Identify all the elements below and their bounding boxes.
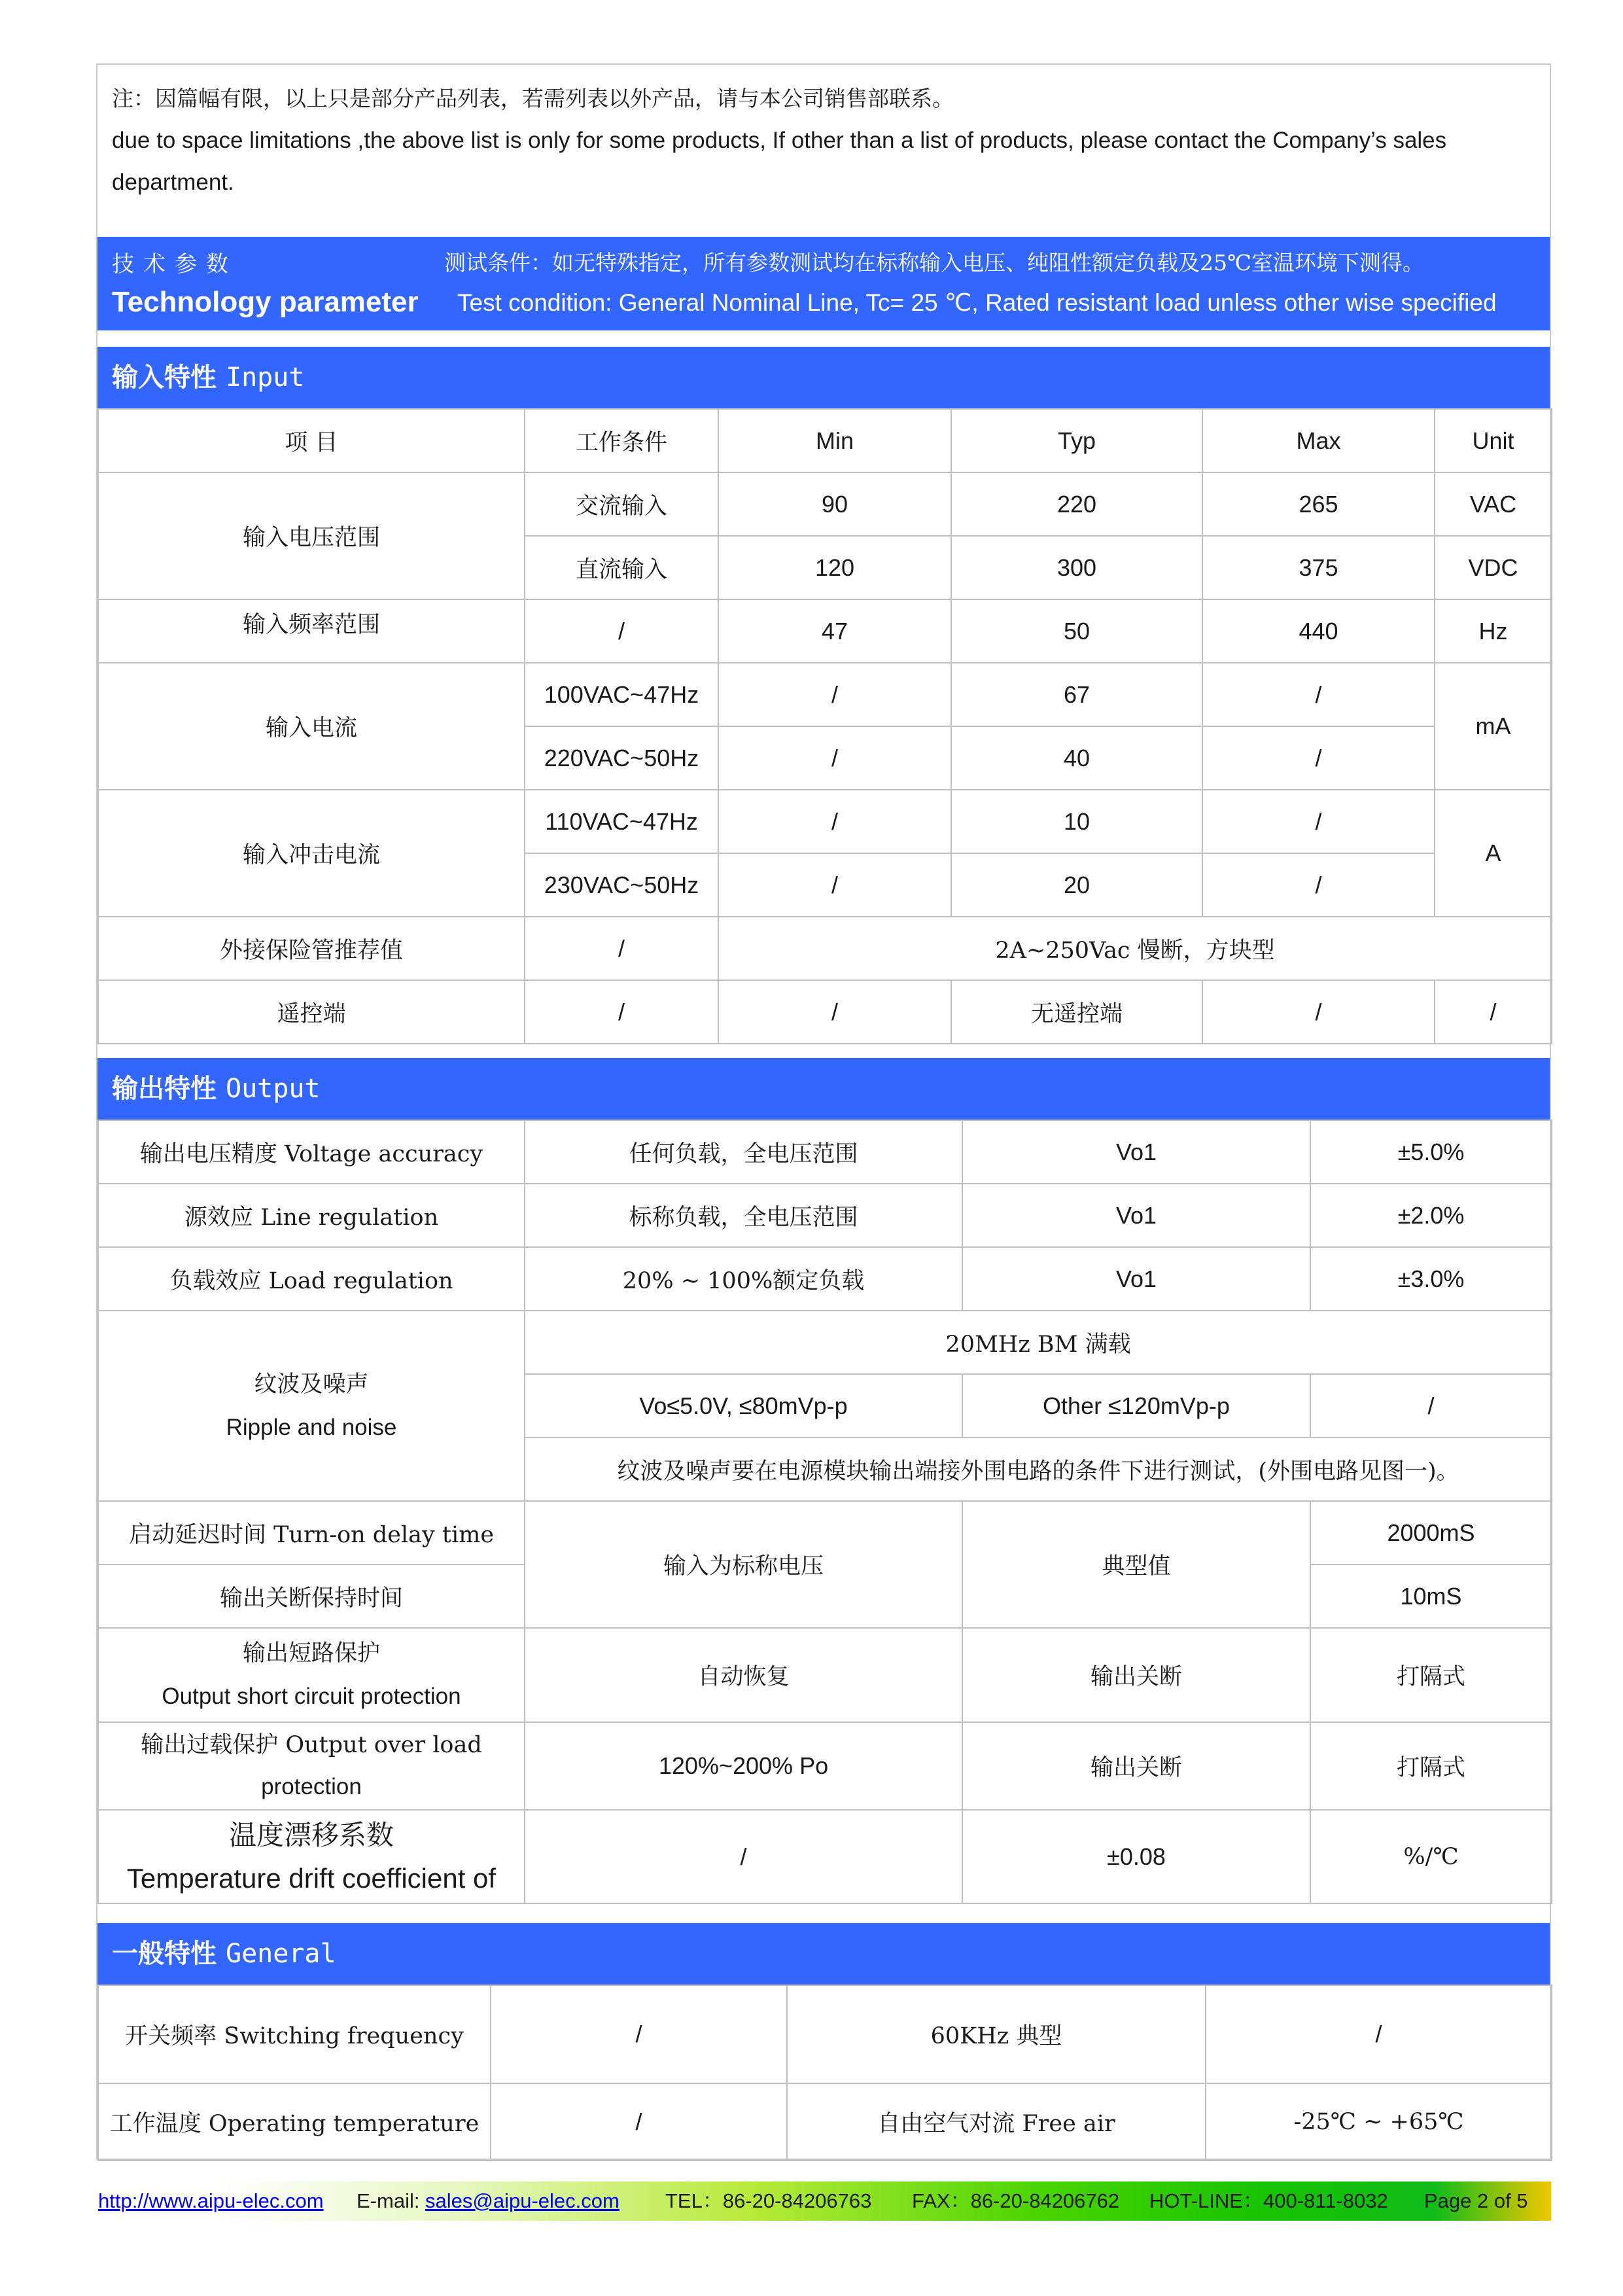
tech-parameter-banner	[97, 237, 1550, 330]
cell: /	[1206, 1985, 1552, 2083]
note-section	[97, 65, 1550, 217]
footer-page-number: Page 2 of 5	[1424, 2189, 1528, 2212]
cell: 标称负载，全电压范围	[525, 1184, 962, 1247]
general-title-en: General	[226, 1939, 336, 1969]
table-row	[98, 2083, 1552, 2161]
cell: 50	[951, 599, 1202, 663]
footer-hotline: HOT-LINE：400-811-8032	[1149, 2189, 1388, 2212]
note-en-line1: due to space limitations ,the above list is only for some products, If other than a list of products, please contact the Company’s sales	[112, 128, 1447, 153]
table-row	[98, 1247, 1552, 1311]
cell: 无遥控端	[951, 980, 1202, 1044]
cell: /	[718, 853, 951, 917]
inrush-current-label: 输入冲击电流	[98, 790, 525, 917]
switching-frequency-label: 开关频率 Switching frequency	[98, 1985, 491, 2083]
table-row	[98, 1311, 1552, 1374]
cell: 交流输入	[525, 472, 718, 536]
table-row	[98, 1184, 1552, 1247]
tech-title-zh: 技术参数	[112, 251, 237, 277]
cell: /	[1435, 980, 1552, 1044]
footer-tel: TEL：86-20-84206763	[665, 2189, 872, 2212]
input-title-zh: 输入特性	[112, 363, 217, 392]
cell: ±2.0%	[1310, 1184, 1552, 1247]
cell: /	[718, 980, 951, 1044]
ripple-noise-label	[98, 1311, 525, 1501]
cell: %/℃	[1310, 1810, 1552, 1903]
operating-temperature-label: 工作温度 Operating temperature	[98, 2083, 491, 2161]
cell: 输出关断	[962, 1722, 1310, 1810]
input-section-header	[97, 347, 1550, 408]
cell: 120	[718, 536, 951, 599]
tech-title-en: Technology parameter	[112, 286, 419, 318]
output-title-en: Output	[226, 1074, 321, 1104]
table-row	[98, 409, 1552, 472]
table-row	[98, 1628, 1552, 1722]
cell: Hz	[1435, 599, 1552, 663]
cell: /	[1202, 663, 1435, 726]
cell: 40	[951, 726, 1202, 790]
ripple-note: 纹波及噪声要在电源模块输出端接外围电路的条件下进行测试，(外围电路见图一)。	[525, 1438, 1552, 1501]
cell: 220	[951, 472, 1202, 536]
hold-time-label: 输出关断保持时间	[98, 1564, 525, 1628]
general-title-zh: 一般特性	[112, 1939, 217, 1968]
input-voltage-label: 输入电压范围	[98, 472, 525, 599]
cell: 自由空气对流 Free air	[787, 2083, 1206, 2161]
overload-label-line2: protection	[261, 1774, 362, 1799]
note-zh: 注：因篇幅有限，以上只是部分产品列表，若需列表以外产品，请与本公司销售部联系。	[112, 86, 954, 111]
cell: /	[491, 1985, 787, 2083]
output-section-header	[97, 1058, 1550, 1120]
temp-drift-label	[98, 1810, 525, 1903]
general-section-header	[97, 1923, 1550, 1985]
cell: 67	[951, 663, 1202, 726]
cell: ±3.0%	[1310, 1247, 1552, 1311]
header-unit: Unit	[1435, 409, 1552, 472]
footer-fax: FAX：86-20-84206762	[912, 2189, 1120, 2212]
cell: /	[1310, 1374, 1552, 1438]
cell: 265	[1202, 472, 1435, 536]
cell: /	[525, 599, 718, 663]
cell: ±5.0%	[1310, 1120, 1552, 1184]
header-condition: 工作条件	[525, 409, 718, 472]
cell: 100VAC~47Hz	[525, 663, 718, 726]
website-link[interactable]: http://www.aipu-elec.com	[98, 2189, 324, 2212]
cell: ±0.08	[962, 1810, 1310, 1903]
fuse-label: 外接保险管推荐值	[98, 917, 525, 980]
cell: /	[1202, 853, 1435, 917]
cell: /	[525, 980, 718, 1044]
short-circuit-label	[98, 1628, 525, 1722]
overload-label-line1: 输出过载保护 Output over load	[141, 1732, 482, 1758]
remote-label: 遥控端	[98, 980, 525, 1044]
table-row	[98, 1501, 1552, 1564]
voltage-accuracy-label: 输出电压精度 Voltage accuracy	[98, 1120, 525, 1184]
cell: 20	[951, 853, 1202, 917]
cell: /	[491, 2083, 787, 2161]
over-load-label	[98, 1722, 525, 1810]
cell: Vo1	[962, 1120, 1310, 1184]
table-row	[98, 1985, 1552, 2083]
fuse-value: 2A~250Vac 慢断，方块型	[718, 917, 1552, 980]
cell: 440	[1202, 599, 1435, 663]
table-row	[98, 599, 1552, 663]
cell: -25℃ ~ +65℃	[1206, 2083, 1552, 2161]
header-min: Min	[718, 409, 951, 472]
cell: 47	[718, 599, 951, 663]
general-table	[97, 1985, 1552, 2161]
email-label: E-mail:	[357, 2189, 420, 2212]
cell: /	[1202, 980, 1435, 1044]
cell: /	[525, 917, 718, 980]
cell: 任何负载，全电压范围	[525, 1120, 962, 1184]
cell: 自动恢复	[525, 1628, 962, 1722]
cell: VDC	[1435, 536, 1552, 599]
cell: 输入为标称电压	[525, 1501, 962, 1628]
turn-on-delay-label: 启动延迟时间 Turn-on delay time	[98, 1501, 525, 1564]
footer-bar	[96, 2181, 1551, 2221]
cell: 打隔式	[1310, 1628, 1552, 1722]
cell: 60KHz 典型	[787, 1985, 1206, 2083]
cell: VAC	[1435, 472, 1552, 536]
output-title-zh: 输出特性	[112, 1074, 217, 1103]
test-condition-en: Test condition: General Nominal Line, Tc= 25 ℃, Rated resistant load unless other wise specified	[457, 289, 1497, 316]
email-link[interactable]: sales@aipu-elec.com	[425, 2189, 620, 2212]
ripple-label-en: Ripple and noise	[226, 1414, 397, 1440]
cell: Vo1	[962, 1247, 1310, 1311]
table-row	[98, 917, 1552, 980]
line-regulation-label: 源效应 Line regulation	[98, 1184, 525, 1247]
table-row	[98, 663, 1552, 726]
header-item: 项 目	[98, 409, 525, 472]
cell: 10mS	[1310, 1564, 1552, 1628]
cell: Vo≤5.0V, ≤80mVp-p	[525, 1374, 962, 1438]
cell: 375	[1202, 536, 1435, 599]
cell: 120%~200% Po	[525, 1722, 962, 1810]
short-label-zh: 输出短路保护	[242, 1640, 380, 1667]
table-row	[98, 1810, 1552, 1903]
input-table	[97, 408, 1552, 1044]
table-row	[98, 1722, 1552, 1810]
table-row	[98, 980, 1552, 1044]
input-current-label: 输入电流	[98, 663, 525, 790]
short-label-en: Output short circuit protection	[162, 1684, 461, 1709]
load-regulation-label: 负载效应 Load regulation	[98, 1247, 525, 1311]
cell: /	[718, 790, 951, 853]
input-frequency-label: 输入频率范围	[98, 599, 525, 663]
table-row	[98, 472, 1552, 536]
cell: 20% ~ 100%额定负载	[525, 1247, 962, 1311]
cell: /	[718, 726, 951, 790]
cell: /	[525, 1810, 962, 1903]
cell: /	[1202, 726, 1435, 790]
cell: 220VAC~50Hz	[525, 726, 718, 790]
cell: Vo1	[962, 1184, 1310, 1247]
ripple-condition: 20MHz BM 满载	[525, 1311, 1552, 1374]
cell: 90	[718, 472, 951, 536]
cell: 300	[951, 536, 1202, 599]
cell: /	[718, 663, 951, 726]
cell: 打隔式	[1310, 1722, 1552, 1810]
temp-label-en: Temperature drift coefficient of	[126, 1862, 497, 1894]
note-en-line2: department.	[112, 169, 234, 195]
header-typ: Typ	[951, 409, 1202, 472]
temp-label-zh: 温度漂移系数	[228, 1818, 394, 1851]
table-row	[98, 1120, 1552, 1184]
cell: /	[1202, 790, 1435, 853]
ripple-label-zh: 纹波及噪声	[254, 1371, 369, 1398]
cell: 2000mS	[1310, 1501, 1552, 1564]
cell: 230VAC~50Hz	[525, 853, 718, 917]
cell: A	[1435, 790, 1552, 917]
cell: 10	[951, 790, 1202, 853]
header-max: Max	[1202, 409, 1435, 472]
cell: 输出关断	[962, 1628, 1310, 1722]
table-row	[98, 790, 1552, 853]
document-page	[96, 63, 1551, 2160]
test-condition-zh: 测试条件：如无特殊指定，所有参数测试均在标称输入电压、纯阻性额定负载及25℃室温环境下测得。	[444, 250, 1424, 275]
cell: mA	[1435, 663, 1552, 790]
input-title-en: Input	[226, 362, 305, 393]
cell: 110VAC~47Hz	[525, 790, 718, 853]
cell: 典型值	[962, 1501, 1310, 1628]
output-table	[97, 1120, 1552, 1904]
cell: Other ≤120mVp-p	[962, 1374, 1310, 1438]
cell: 直流输入	[525, 536, 718, 599]
